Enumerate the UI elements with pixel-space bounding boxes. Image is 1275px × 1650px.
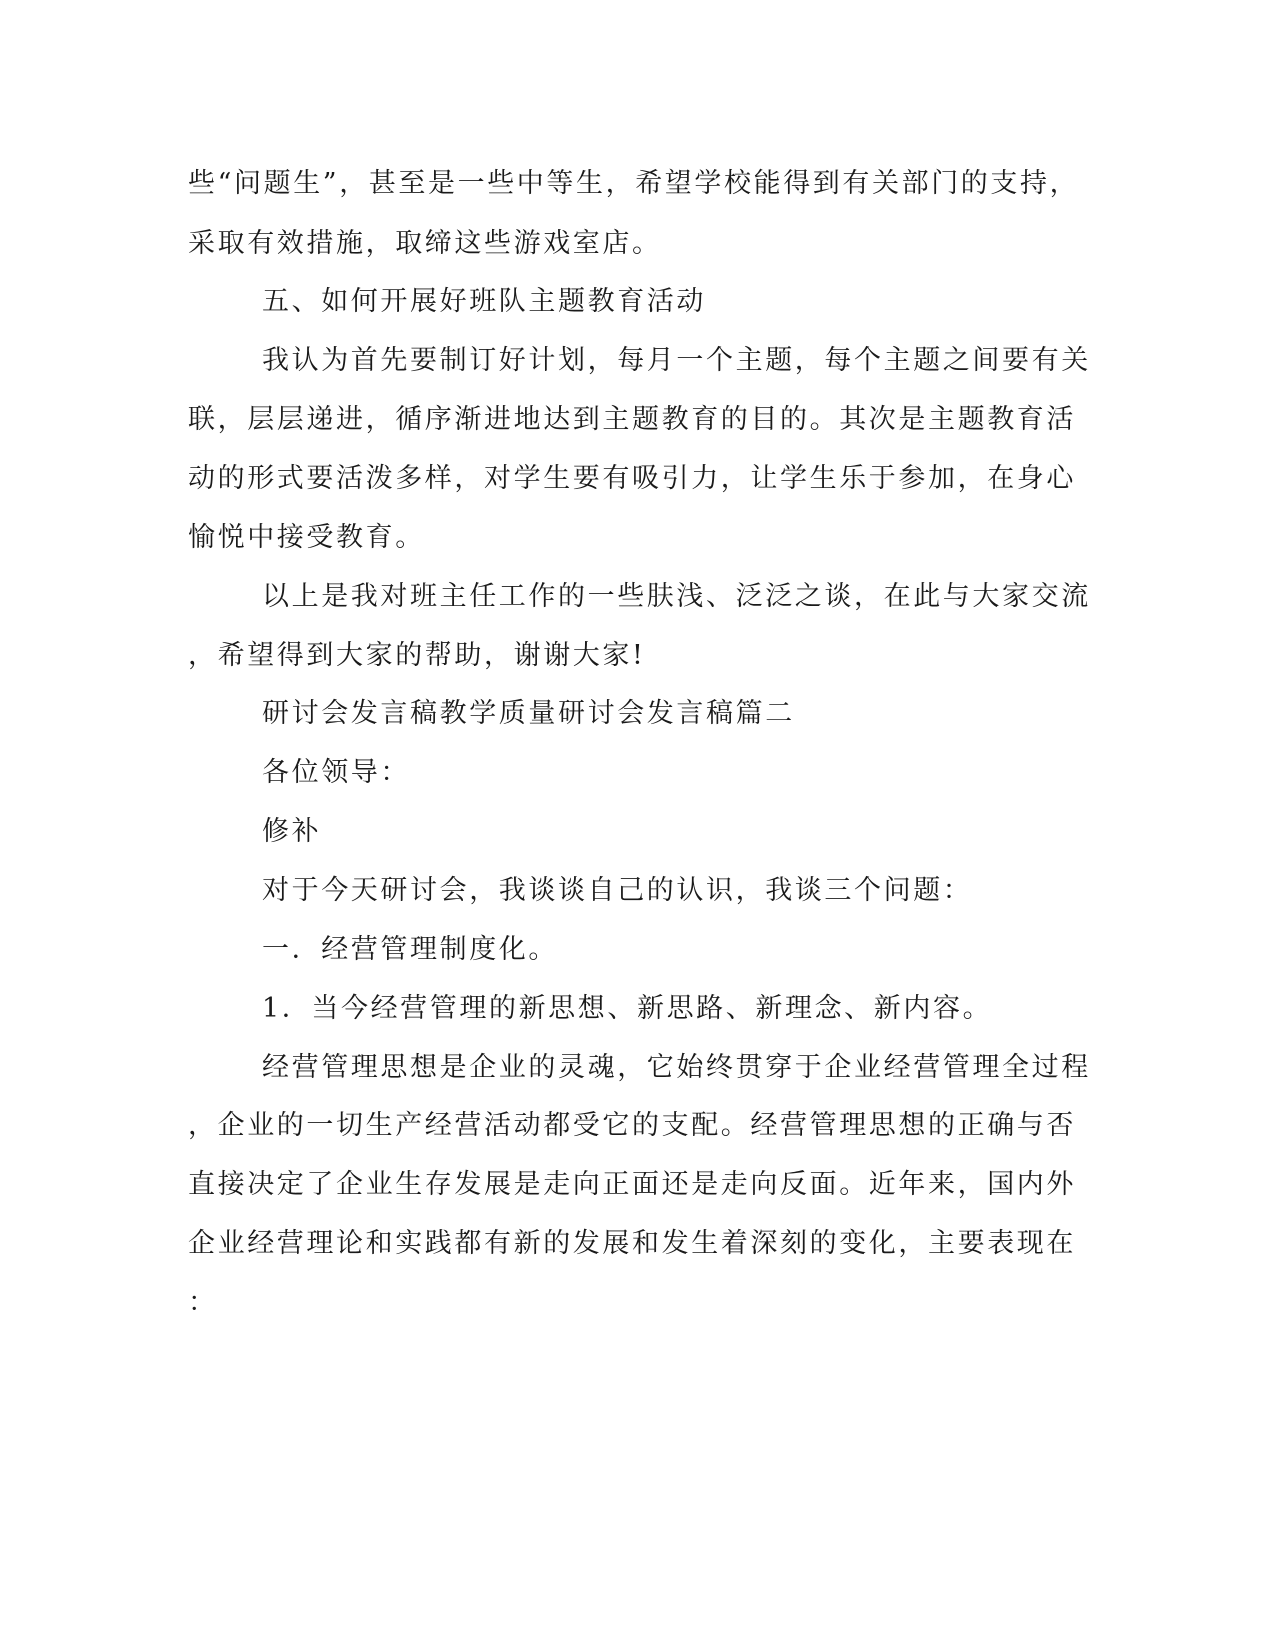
salutation: 各位领导： xyxy=(262,757,410,788)
text-line: 愉悦中接受教育。 xyxy=(188,522,425,553)
text-line: ，企业的一切生产经营活动都受它的支配。经营管理思想的正确与否 xyxy=(188,1110,1076,1141)
text-line: 企业经营理论和实践都有新的发展和发生着深刻的变化，主要表现在 xyxy=(188,1228,1076,1259)
text-line: 修补 xyxy=(262,816,322,847)
text-line: ： xyxy=(188,1287,218,1318)
text-line: 我认为首先要制订好计划，每月一个主题，每个主题之间要有关 xyxy=(262,345,1091,376)
text-line: 直接决定了企业生存发展是走向正面还是走向反面。近年来，国内外 xyxy=(188,1169,1076,1200)
text-line: 采取有效措施，取缔这些游戏室店。 xyxy=(188,228,662,259)
document-title: 研讨会发言稿教学质量研讨会发言稿篇二 xyxy=(262,698,795,729)
text-line: ，希望得到大家的帮助，谢谢大家! xyxy=(188,640,646,671)
section-heading: 五、如何开展好班队主题教育活动 xyxy=(262,286,706,317)
text-line: 些“问题生”，甚至是一些中等生，希望学校能得到有关部门的支持， xyxy=(188,168,1080,199)
text-line: 对于今天研讨会，我谈谈自己的认识，我谈三个问题： xyxy=(262,875,973,906)
text-line: 经营管理思想是企业的灵魂，它始终贯穿于企业经营管理全过程 xyxy=(262,1052,1091,1083)
text-line: 动的形式要活泼多样，对学生要有吸引力，让学生乐于参加，在身心 xyxy=(188,463,1076,494)
text-line: 联，层层递进，循序渐进地达到主题教育的目的。其次是主题教育活 xyxy=(188,404,1076,435)
subsection-heading: 1．当今经营管理的新思想、新思路、新理念、新内容。 xyxy=(262,993,993,1024)
section-heading: 一．经营管理制度化。 xyxy=(262,934,558,965)
text-line: 以上是我对班主任工作的一些肤浅、泛泛之谈，在此与大家交流 xyxy=(262,581,1091,612)
